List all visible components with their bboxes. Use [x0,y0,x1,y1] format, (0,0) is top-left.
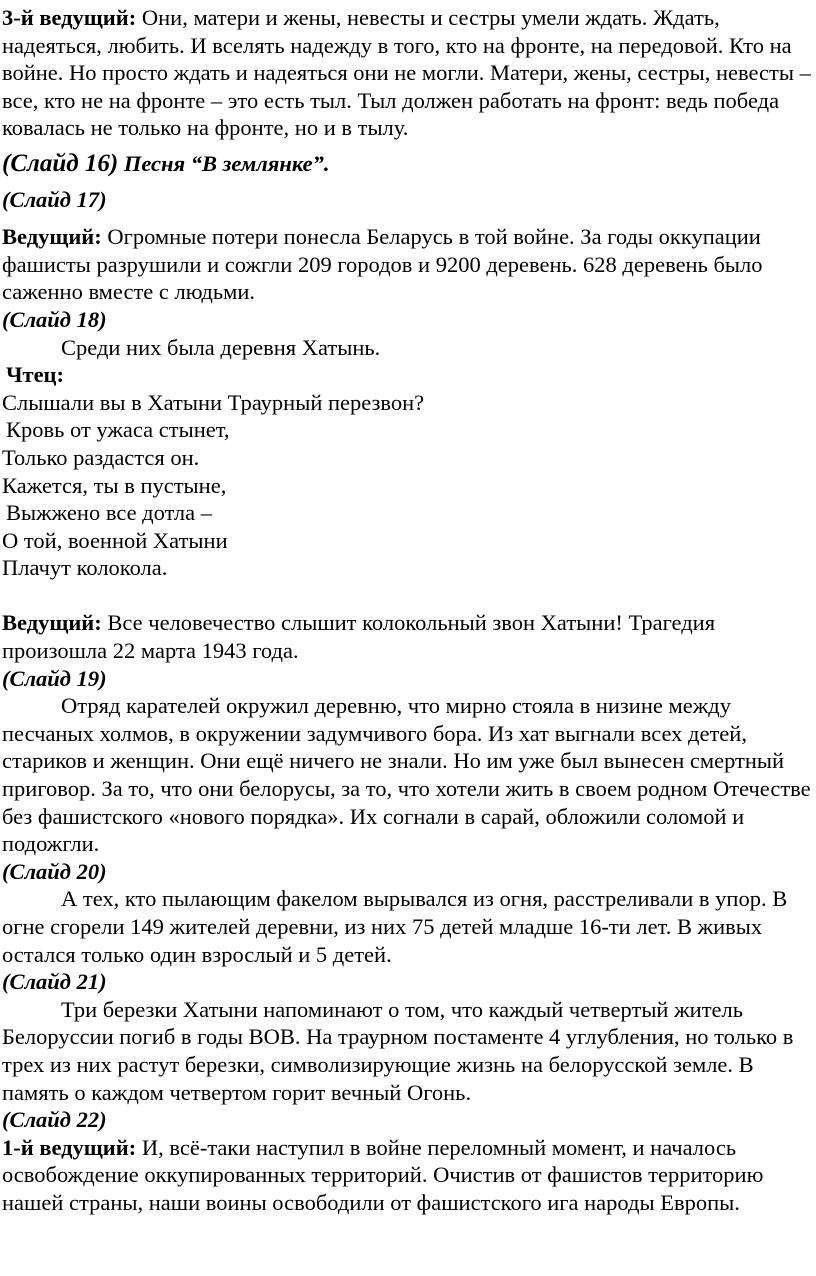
reader-label: Чтец: [6,362,65,388]
paragraph-text: И, всё-таки наступил в войне переломный момент, и началось освобождение оккупированных территорий. Очистив от фашистов территорию нашей страны, наши воины освободили от фашистского ига народы Европы. [2,1134,764,1215]
poem-line: Слышали вы в Хатыни Траурный перезвон? [2,389,425,415]
speaker-label: 3-й ведущий: [2,5,137,30]
song-title: Песня “В землянке”. [118,150,330,176]
paragraph-host1 [2,1134,814,1217]
paragraph-text: Огромные потери понесла Беларусь в той войне. За годы оккупации фашисты разрушили и сожгли 209 городов и 9200 деревень. 628 деревень было саженно вместе с людьми. [2,224,763,305]
paragraph-text: Все человечество слышит колокольный звон Хатыни! Трагедия произошла 22 марта 1943 года. [2,610,716,664]
paragraph-host-losses [2,223,814,306]
speaker-label: Ведущий: [2,224,102,250]
slide-21-label: (Слайд 21) [2,969,107,995]
speaker-label: Ведущий: [2,610,102,636]
slide-18-label: (Слайд 18) [2,306,107,332]
paragraph-victims: А тех, кто пылающим факелом вырывался из огня, расстреливали в упор. В огне сгорели 149 жителей деревни, из них 75 детей младше 16-ти лет. В живых остался только один взрослый и 5 детей. [2,886,788,967]
poem-line: Кажется, ты в пустыне, [2,472,227,498]
poem-line: Только раздастся он. [2,444,200,470]
speaker-label: 1-й ведущий: [2,1134,137,1160]
paragraph-text: Они, матери и жены, невесты и сестры умели ждать. Ждать, надеяться, любить. И вселять надежду в того, кто на фронте, на передовой. Кто на войне. Но просто ждать и надеяться они не могли. Матери, жены, сестры, невесты – все, кто не на фронте – это есть тыл. Тыл должен работать на фронт: ведь победа ковалась не только на фронте, но и в тылу. [2,5,811,141]
slide-17-label: (Слайд 17) [2,186,107,212]
poem-line: О той, военной Хатыни [2,527,228,553]
slide-label: (Слайд 16) [2,149,119,177]
poem [2,389,814,582]
paragraph-three-birches: Три березки Хатыни напоминают о том, что каждый четвертый житель Белоруссии погиб в годы ВОВ. На траурном постаменте 4 углубления, но только в трех из них растут березки, символизирующие жизнь на белорусской земле. В память о каждом четвертом горит вечный Огонь. [2,996,794,1105]
paragraph-host-bell [2,609,814,664]
paragraph-host3 [2,4,814,142]
slide-19-label: (Слайд 19) [2,665,107,691]
poem-line: Кровь от ужаса стынет, [6,417,230,443]
poem-line: Выжжено все дотла – [6,500,212,526]
paragraph-khatyn-intro: Среди них была деревня Хатынь. [61,334,381,360]
slide-20-label: (Слайд 20) [2,858,107,884]
paragraph-punitive-squad: Отряд карателей окружил деревню, что мирно стояла в низине между песчаных холмов, в окружении задумчивого бора. Из хат выгнали всех детей, стариков и женщин. Они ещё ничего не знали. Но им уже был вынесен смертный приговор. За то, что они белорусы, за то, что хотели жить в своем родном Отечестве без фашистского «нового порядка». Их согнали в сарай, обложили соломой и подожгли. [2,693,811,857]
poem-line: Плачут колокола. [2,555,168,581]
slide-16-heading [2,150,814,178]
slide-22-label: (Слайд 22) [2,1107,107,1133]
blank-line [2,582,814,610]
